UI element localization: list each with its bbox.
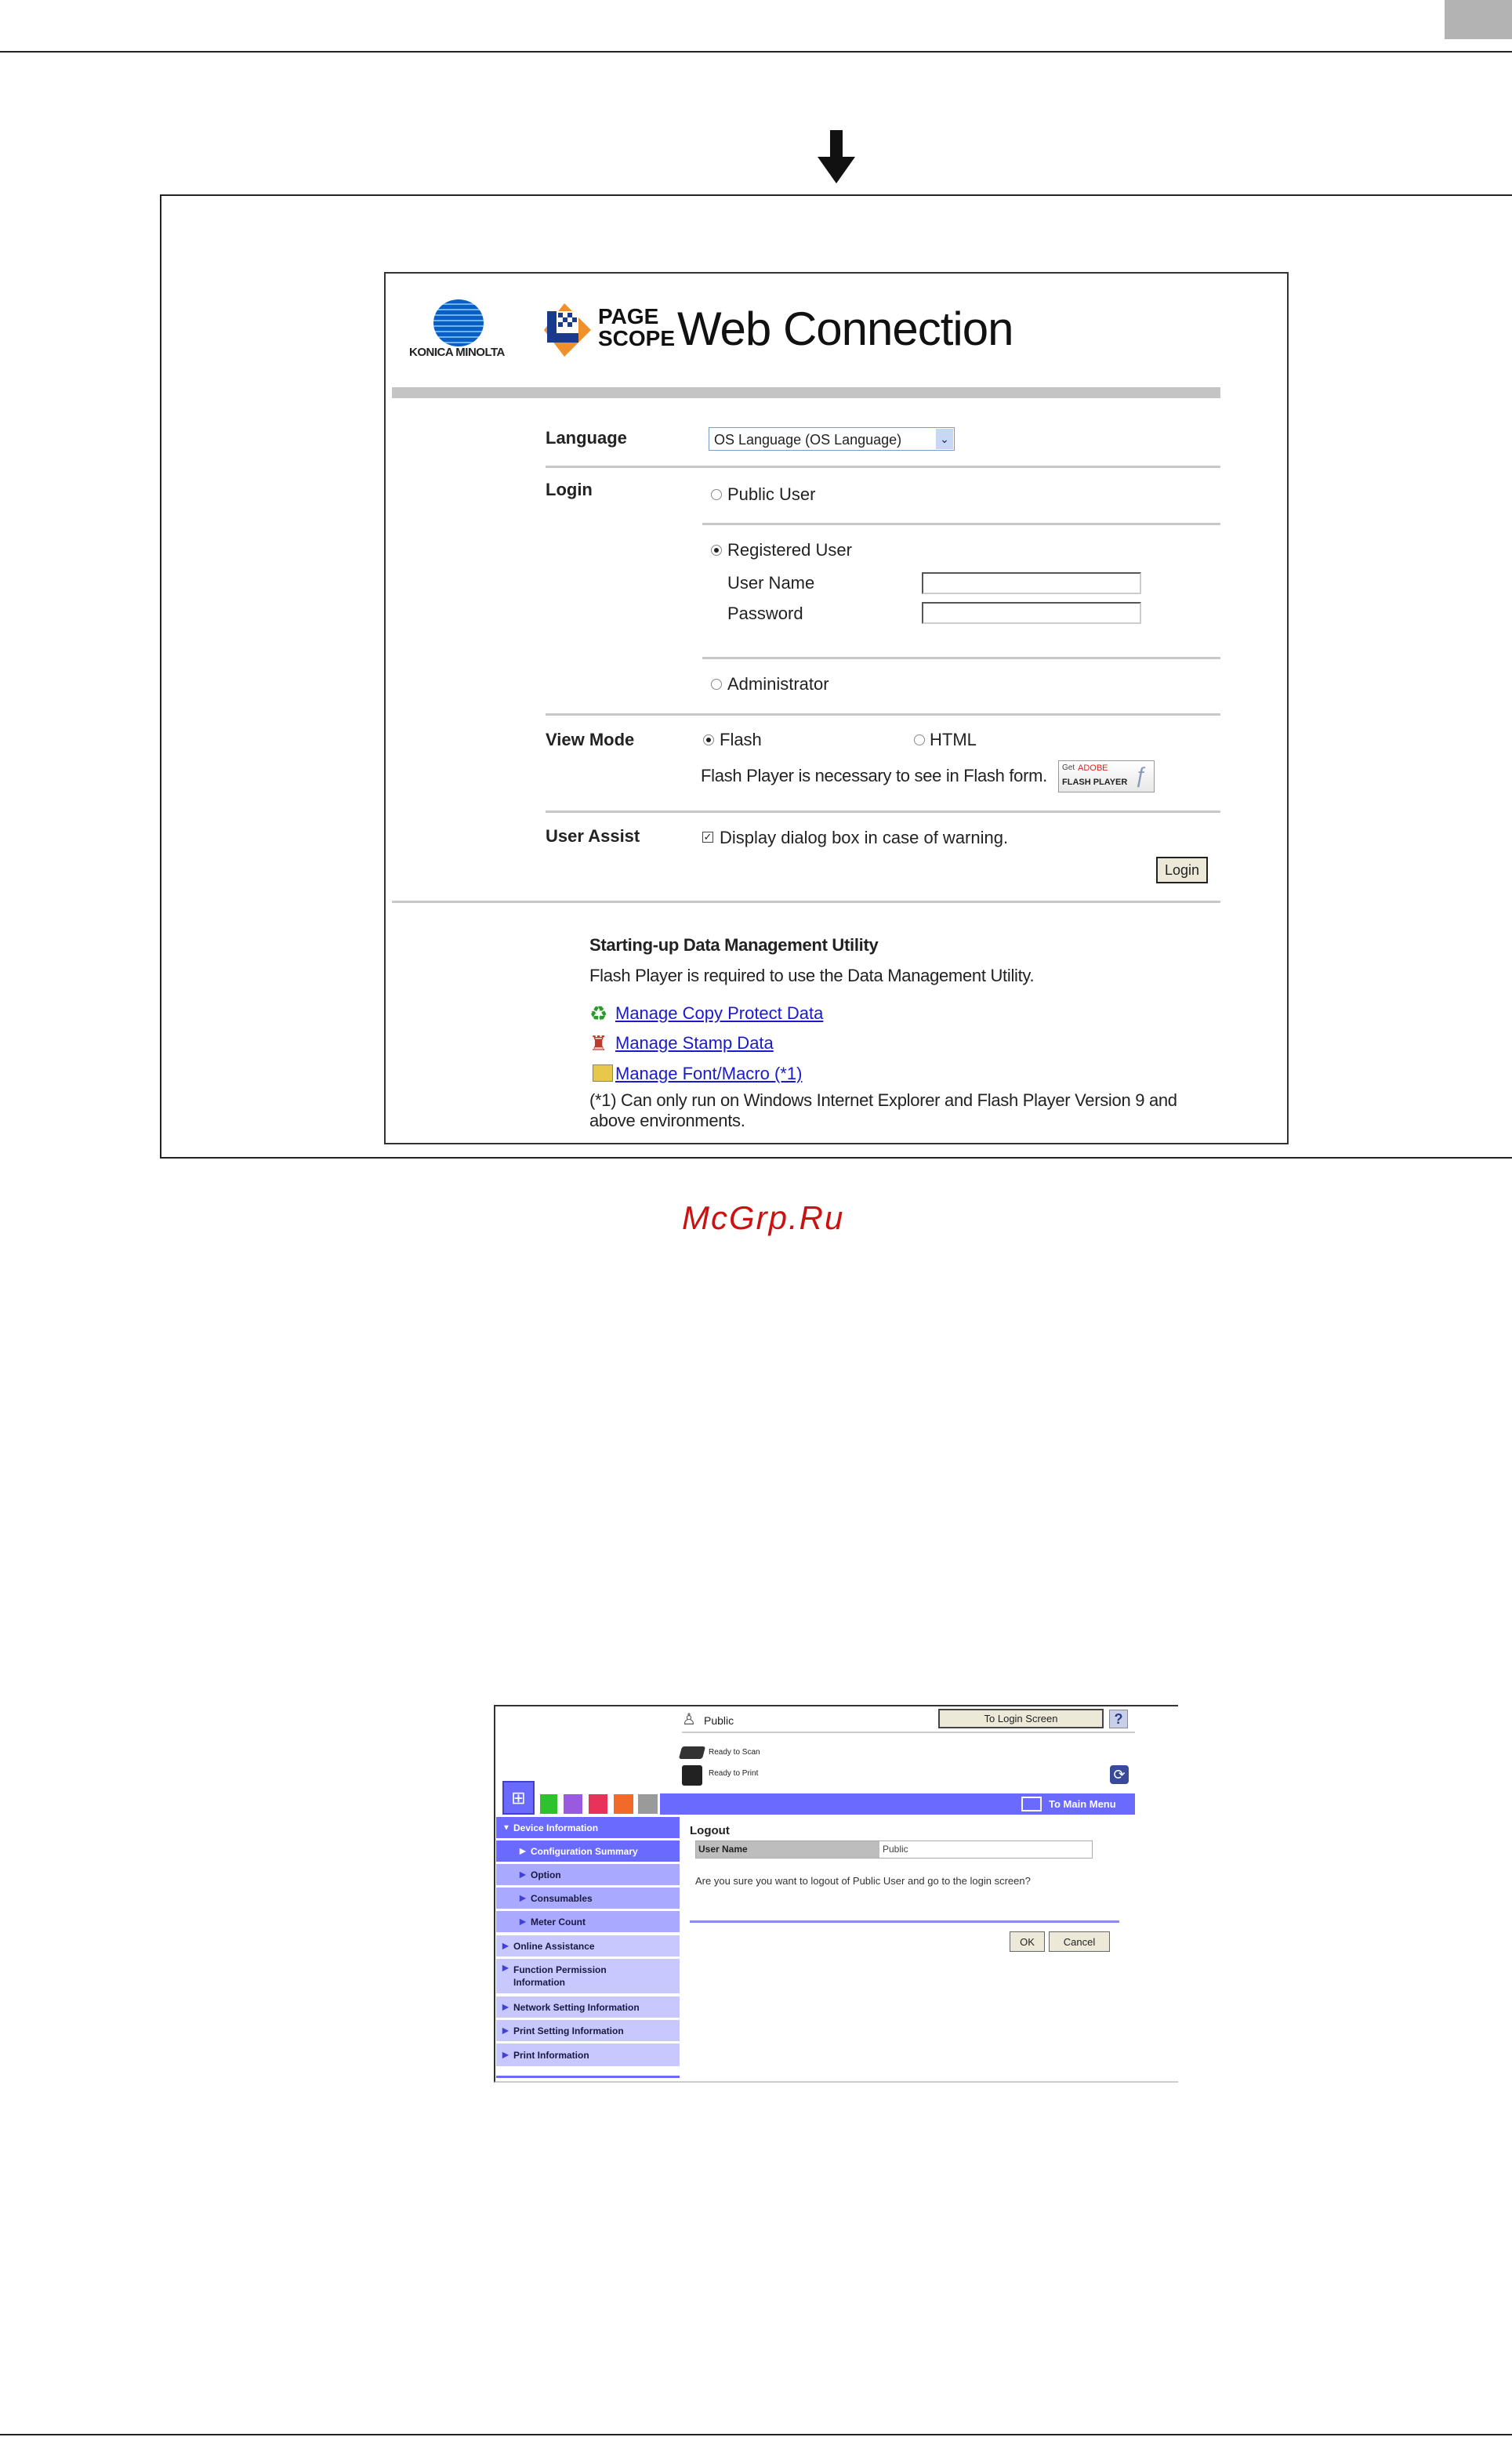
tab-direct-print[interactable] xyxy=(588,1793,608,1815)
main-menu-icon[interactable] xyxy=(1021,1797,1042,1811)
caret-right-icon: ▶ xyxy=(520,1894,526,1902)
password-input[interactable] xyxy=(922,602,1141,624)
administrator-radio[interactable] xyxy=(711,679,722,690)
cancel-button[interactable]: Cancel xyxy=(1049,1931,1110,1952)
tab-device-info[interactable]: ⊞ xyxy=(502,1781,535,1815)
footer-rule xyxy=(0,2434,1512,2435)
divider xyxy=(546,713,1220,716)
manage-font-macro-link[interactable]: Manage Font/Macro (*1) xyxy=(615,1064,803,1083)
view-mode-label: View Mode xyxy=(546,730,635,749)
user-name-row xyxy=(695,1840,1093,1859)
sidebar-item-configuration-summary[interactable]: ▶ Configuration Summary xyxy=(496,1840,680,1862)
user-name-input[interactable] xyxy=(922,572,1141,594)
scanner-icon xyxy=(679,1746,705,1759)
to-main-menu-link[interactable]: To Main Menu xyxy=(1049,1798,1116,1810)
divider xyxy=(702,657,1220,659)
header-bar xyxy=(392,387,1220,398)
html-radio[interactable] xyxy=(914,734,925,745)
logout-question: Are you sure you want to logout of Public User and go to the login screen? xyxy=(695,1875,1031,1887)
page-tab-marker xyxy=(1445,0,1512,39)
konica-globe-icon xyxy=(433,299,484,346)
header-rule xyxy=(0,51,1512,53)
to-login-screen-button[interactable]: To Login Screen xyxy=(938,1709,1104,1728)
public-user-radio[interactable] xyxy=(711,489,722,500)
tab-store-address[interactable] xyxy=(613,1793,634,1815)
public-user-label: Public User xyxy=(727,484,816,504)
divider xyxy=(546,466,1220,468)
caret-right-icon: ▶ xyxy=(502,2051,509,2059)
content-rule xyxy=(690,1920,1119,1923)
divider xyxy=(546,811,1220,813)
refresh-icon[interactable]: ⟳ xyxy=(1110,1765,1129,1784)
help-icon[interactable]: ? xyxy=(1109,1710,1128,1728)
login-button[interactable]: Login xyxy=(1156,857,1208,883)
sidebar-item-device-information[interactable]: ▼ Device Information xyxy=(496,1817,680,1838)
flash-logo-icon: ƒ xyxy=(1134,763,1147,787)
divider xyxy=(702,523,1220,525)
stamp-icon: ♜ xyxy=(589,1032,608,1055)
caret-right-icon: ▶ xyxy=(502,2026,509,2035)
user-assist-label: User Assist xyxy=(546,826,640,846)
logout-heading: Logout xyxy=(690,1824,730,1837)
watermark: McGrp.Ru xyxy=(682,1199,845,1236)
sidebar-item-print-setting[interactable]: ▶ Print Setting Information xyxy=(496,2020,680,2041)
sidebar-item-print-information[interactable]: ▶ Print Information xyxy=(496,2044,680,2066)
registered-user-label: Registered User xyxy=(727,540,852,560)
flash-radio[interactable] xyxy=(703,734,714,745)
caret-down-icon: ▼ xyxy=(502,1823,510,1832)
language-select[interactable]: OS Language (OS Language) ⌄ xyxy=(709,427,955,451)
language-label: Language xyxy=(546,428,627,448)
sidebar-item-option[interactable]: ▶ Option xyxy=(496,1864,680,1885)
sidebar-item-online-assistance[interactable]: ▶ Online Assistance xyxy=(496,1935,680,1956)
administrator-label: Administrator xyxy=(727,674,829,694)
manage-stamp-link[interactable]: Manage Stamp Data xyxy=(615,1033,774,1053)
footnote-line-2: above environments. xyxy=(589,1111,745,1130)
tab-settings[interactable] xyxy=(637,1793,658,1815)
flash-note: Flash Player is necessary to see in Flash form. xyxy=(701,766,1047,785)
pagescope-logo-icon xyxy=(536,300,593,358)
copy-protect-icon: ♻ xyxy=(589,1002,608,1025)
utility-note: Flash Player is required to use the Data Management Utility. xyxy=(589,966,1035,985)
user-name-value: Public xyxy=(883,1844,908,1855)
divider xyxy=(392,901,1220,903)
user-assist-option: Display dialog box in case of warning. xyxy=(720,828,1009,847)
divider xyxy=(682,1732,1135,1733)
login-screenshot xyxy=(384,272,1289,1144)
user-name-label: User Name xyxy=(698,1844,748,1855)
html-label: HTML xyxy=(930,730,977,749)
ok-button[interactable]: OK xyxy=(1010,1931,1045,1952)
caret-right-icon: ▶ xyxy=(502,1942,509,1950)
sidebar-item-consumables[interactable]: ▶ Consumables xyxy=(496,1888,680,1909)
sidebar-item-meter-count[interactable]: ▶ Meter Count xyxy=(496,1911,680,1932)
user-icon: ♙ xyxy=(682,1711,696,1728)
down-arrow-icon xyxy=(818,130,855,183)
registered-user-radio[interactable] xyxy=(711,545,722,556)
brand-logo-text: KONICA MINOLTA xyxy=(409,346,505,359)
caret-right-icon: ▶ xyxy=(502,1964,509,1973)
tab-job[interactable] xyxy=(539,1793,558,1815)
manage-copy-protect-link[interactable]: Manage Copy Protect Data xyxy=(615,1003,824,1023)
sidebar-item-function-permission[interactable]: ▶ Function Permission Information xyxy=(496,1959,680,1993)
user-name-label: User Name xyxy=(727,573,815,593)
app-title: Web Connection xyxy=(677,303,1013,355)
current-user: Public xyxy=(704,1714,734,1727)
flash-label: Flash xyxy=(720,730,762,749)
footnote-line-1: (*1) Can only run on Windows Internet Explorer and Flash Player Version 9 and xyxy=(589,1090,1177,1110)
password-label: Password xyxy=(727,604,803,623)
chevron-down-icon[interactable]: ⌄ xyxy=(936,429,953,449)
utility-heading: Starting-up Data Management Utility xyxy=(589,935,879,955)
user-assist-checkbox[interactable]: ✓ xyxy=(703,831,712,843)
ready-to-scan-status: Ready to Scan xyxy=(709,1748,760,1757)
tab-box[interactable] xyxy=(563,1793,583,1815)
ready-to-print-status: Ready to Print xyxy=(709,1769,759,1778)
caret-right-icon: ▶ xyxy=(502,2003,509,2011)
caret-right-icon: ▶ xyxy=(520,1917,526,1926)
pagescope-logo-text: PAGE SCOPE xyxy=(598,304,676,350)
font-macro-icon xyxy=(593,1064,613,1082)
sidebar-item-network-setting[interactable]: ▶ Network Setting Information xyxy=(496,1996,680,2018)
get-flash-player-button[interactable]: Get ADOBE FLASH PLAYER ƒ xyxy=(1058,760,1155,792)
printer-icon xyxy=(682,1765,702,1786)
caret-right-icon: ▶ xyxy=(520,1870,526,1879)
sidebar-bottom-rule xyxy=(496,2076,680,2078)
caret-right-icon: ▶ xyxy=(520,1847,526,1855)
login-label: Login xyxy=(546,480,593,499)
